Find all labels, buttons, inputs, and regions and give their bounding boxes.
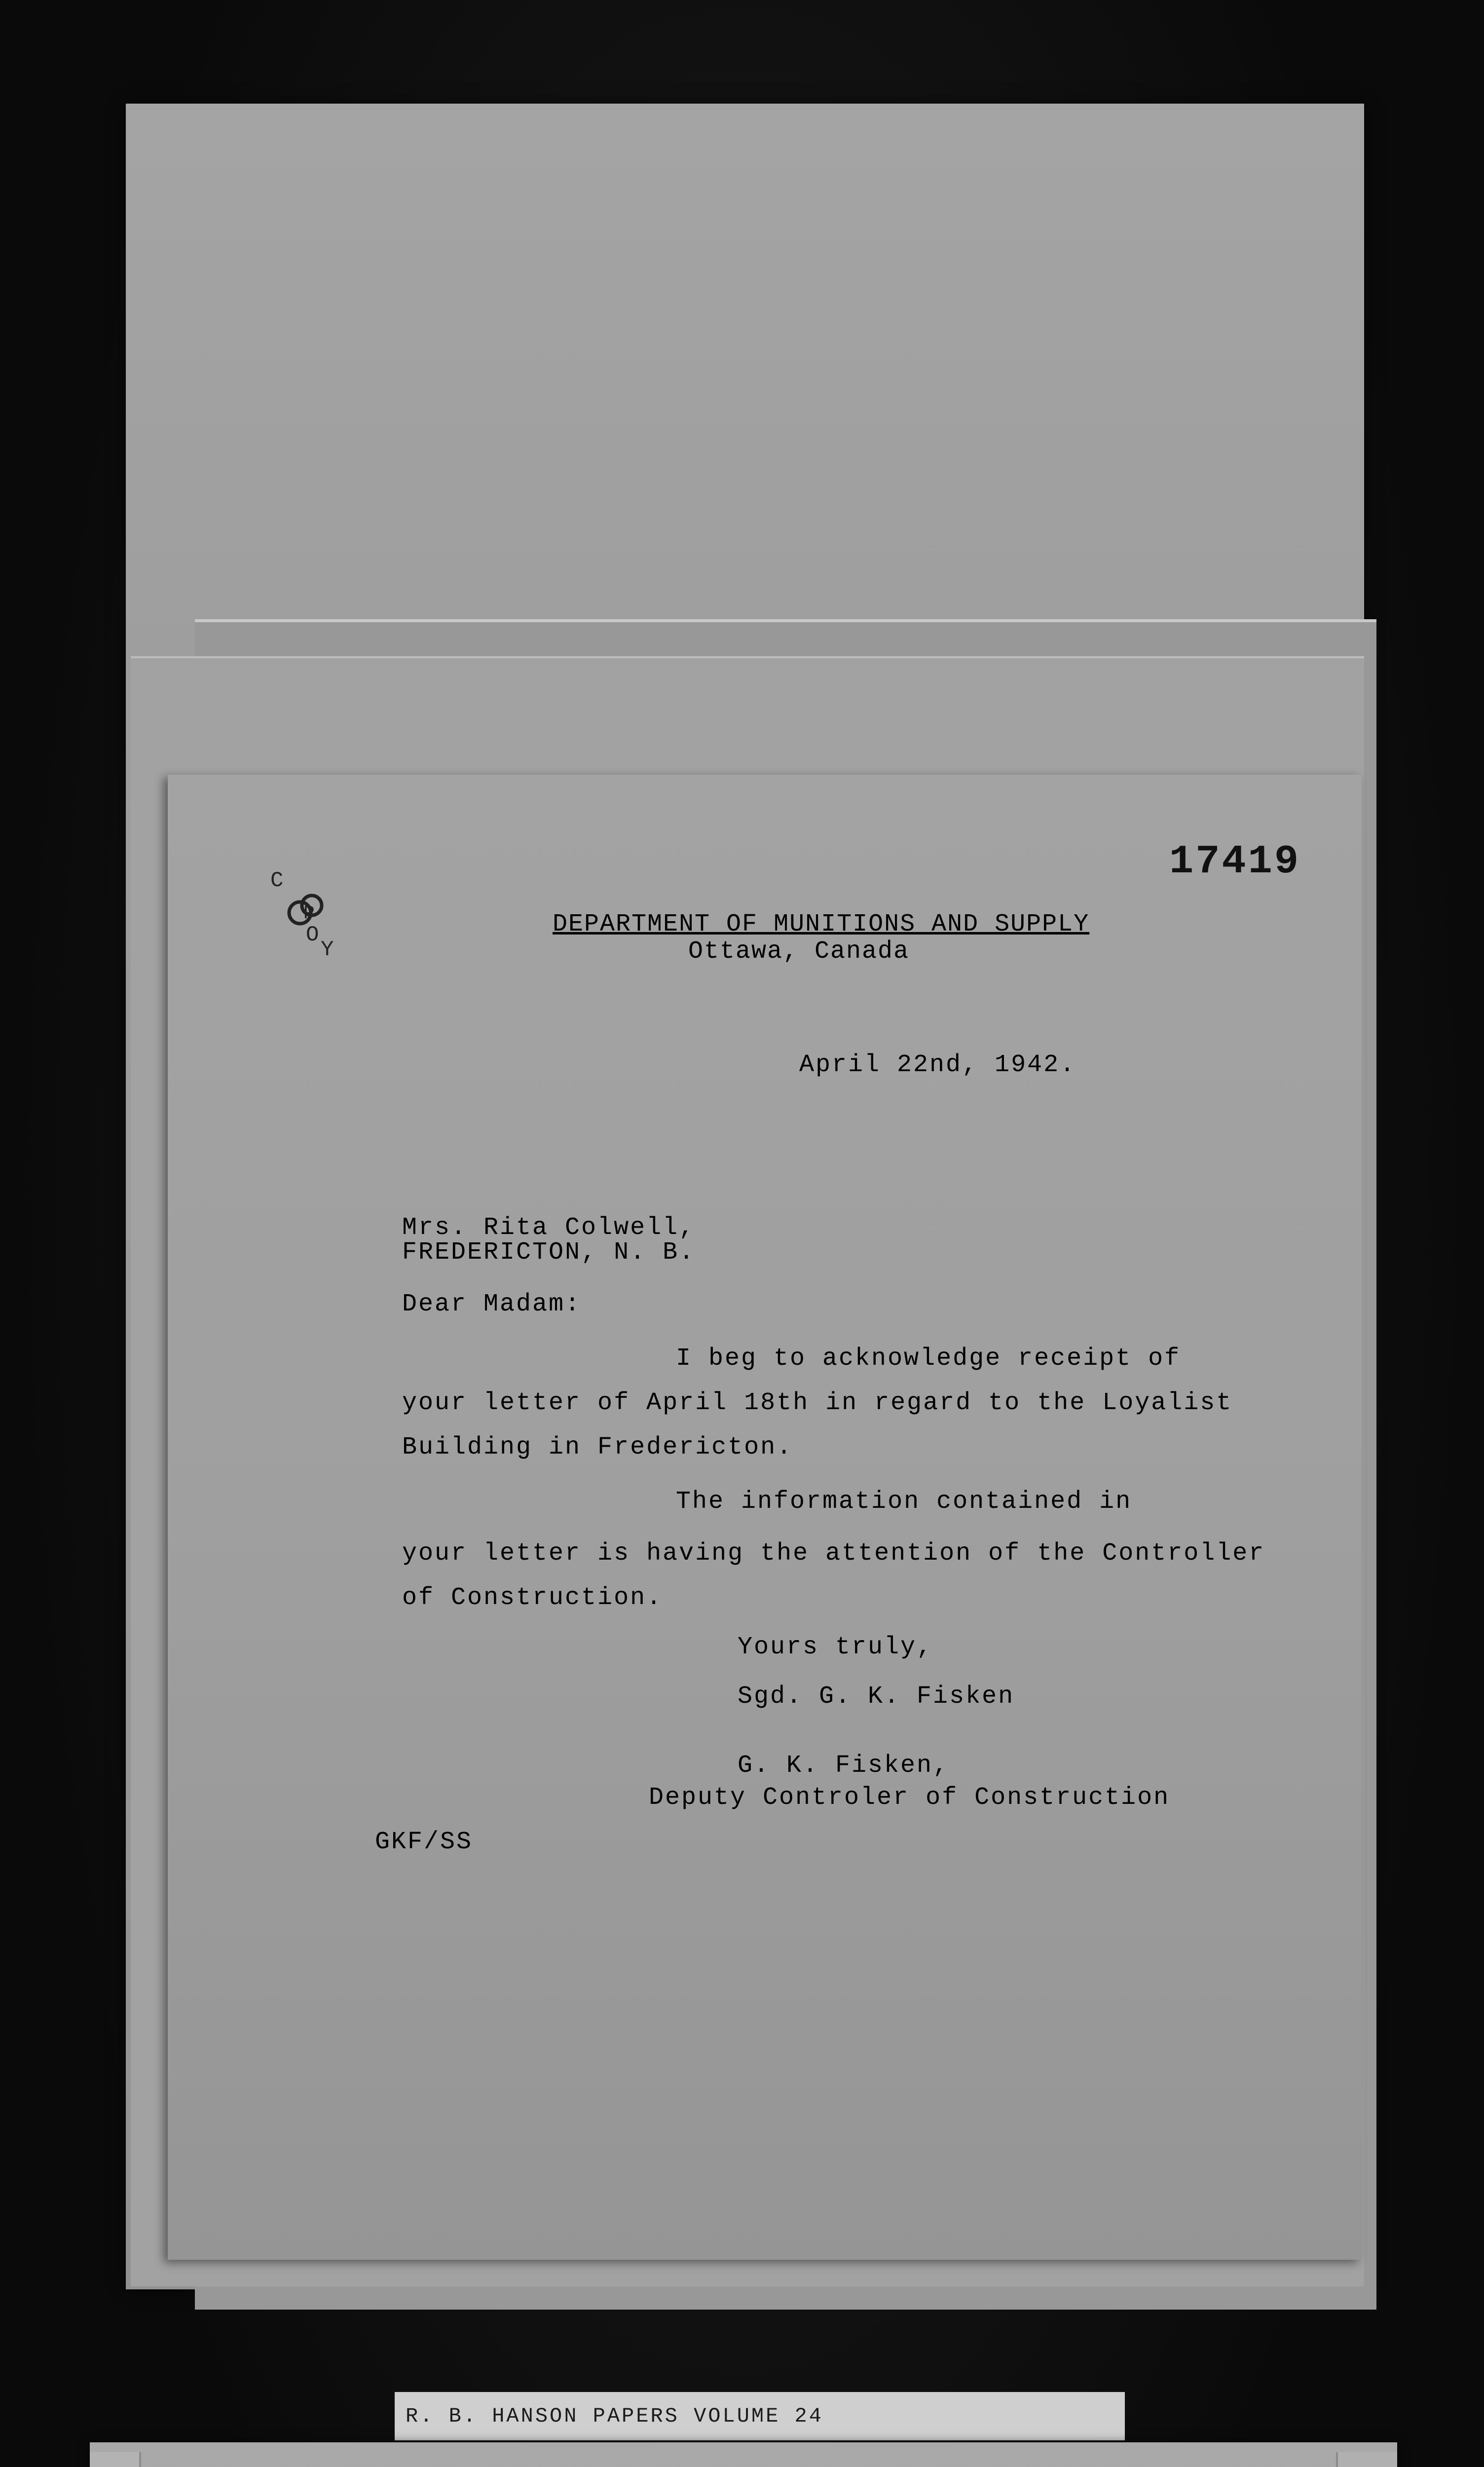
letterhead-department: DEPARTMENT OF MUNITIONS AND SUPPLY: [553, 910, 1090, 938]
collection-label: R. B. HANSON PAPERS VOLUME 24: [395, 2392, 1125, 2440]
letterhead-location: Ottawa, Canada: [688, 937, 910, 966]
closing-title: Deputy Controler of Construction: [649, 1784, 1170, 1812]
archives-card: [90, 2442, 1397, 2467]
body-line-3: Building in Fredericton.: [402, 1433, 793, 1461]
body-line-2: your letter of April 18th in regard to the Loyalist: [402, 1389, 1233, 1417]
document-number: 17419: [1169, 839, 1301, 885]
closing-signed: Sgd. G. K. Fisken: [738, 1682, 1015, 1711]
copy-stamp-letter-p: P: [303, 903, 315, 924]
letter-sheet: [168, 775, 1362, 2260]
salutation: Dear Madam:: [402, 1290, 582, 1318]
copy-stamp-letter-y: Y: [321, 937, 334, 962]
body-line-4: The information contained in: [676, 1488, 1132, 1516]
recipient-name: Mrs. Rita Colwell,: [402, 1214, 696, 1242]
card-right-edge: [1336, 2452, 1397, 2467]
letter-date: April 22nd, 1942.: [799, 1051, 1076, 1079]
recipient-address: FREDERICTON, N. B.: [402, 1238, 696, 1267]
card-left-edge: [90, 2452, 141, 2467]
closing-name: G. K. Fisken,: [738, 1752, 950, 1780]
body-line-1: I beg to acknowledge receipt of: [676, 1345, 1181, 1373]
copy-stamp-letter-c: C: [270, 868, 284, 893]
reference-initials: GKF/SS: [375, 1828, 473, 1856]
body-line-5: your letter is having the attention of the Controller: [402, 1539, 1265, 1568]
copy-stamp-letter-o: O: [306, 923, 319, 947]
closing-complimentary: Yours truly,: [738, 1633, 933, 1661]
body-line-6: of Construction.: [402, 1584, 663, 1612]
